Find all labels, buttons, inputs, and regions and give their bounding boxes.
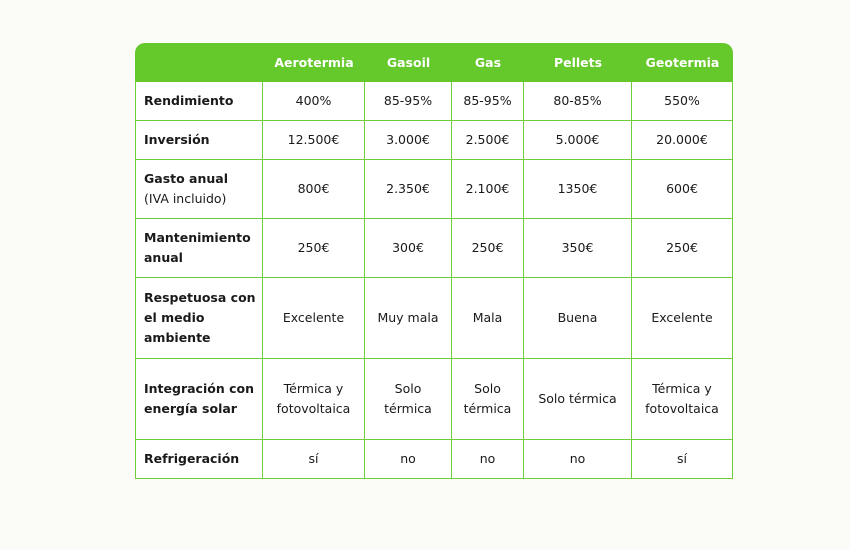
header-geotermia: Geotermia bbox=[632, 43, 733, 82]
table-cell: Solo térmica bbox=[365, 359, 452, 440]
table-cell: 350€ bbox=[524, 219, 632, 278]
table-cell: 1350€ bbox=[524, 160, 632, 219]
table-cell: Excelente bbox=[632, 278, 733, 359]
table-cell: Buena bbox=[524, 278, 632, 359]
table-cell: 250€ bbox=[452, 219, 524, 278]
table-cell: Térmica y fotovoltaica bbox=[632, 359, 733, 440]
table-cell: 80-85% bbox=[524, 82, 632, 121]
table-row-mantenimiento bbox=[135, 219, 733, 278]
header-corner bbox=[135, 43, 263, 82]
header-pellets: Pellets bbox=[524, 43, 632, 82]
comparison-table-container bbox=[135, 43, 733, 479]
table-cell: 5.000€ bbox=[524, 121, 632, 160]
row-label bbox=[135, 278, 263, 359]
table-cell: Excelente bbox=[263, 278, 365, 359]
table-cell: no bbox=[365, 440, 452, 479]
table-cell: Muy mala bbox=[365, 278, 452, 359]
table-cell: 85-95% bbox=[365, 82, 452, 121]
row-label-text: Respetuosa con el medio ambiente bbox=[144, 290, 256, 345]
table-cell: Mala bbox=[452, 278, 524, 359]
header-aerotermia: Aerotermia bbox=[263, 43, 365, 82]
table-cell: 250€ bbox=[632, 219, 733, 278]
table-row-rendimiento bbox=[135, 82, 733, 121]
header-row bbox=[135, 43, 733, 82]
table-cell: 2.350€ bbox=[365, 160, 452, 219]
table-cell: no bbox=[452, 440, 524, 479]
row-label-text: Mantenimiento anual bbox=[144, 230, 251, 265]
row-label bbox=[135, 359, 263, 440]
table-cell: 85-95% bbox=[452, 82, 524, 121]
row-label bbox=[135, 160, 263, 219]
table-cell: 12.500€ bbox=[263, 121, 365, 160]
row-label bbox=[135, 121, 263, 160]
table-row-inversion bbox=[135, 121, 733, 160]
table-cell: sí bbox=[263, 440, 365, 479]
row-sublabel-text: (IVA incluido) bbox=[144, 191, 227, 206]
row-label bbox=[135, 440, 263, 479]
table-cell: 550% bbox=[632, 82, 733, 121]
table-cell: 2.500€ bbox=[452, 121, 524, 160]
table-row-medio-ambiente bbox=[135, 278, 733, 359]
table-row-refrigeracion bbox=[135, 440, 733, 479]
table-cell: 2.100€ bbox=[452, 160, 524, 219]
table-cell: 20.000€ bbox=[632, 121, 733, 160]
table-cell: 3.000€ bbox=[365, 121, 452, 160]
row-label bbox=[135, 82, 263, 121]
row-label-text: Inversión bbox=[144, 132, 210, 147]
header-gasoil: Gasoil bbox=[365, 43, 452, 82]
table-cell: sí bbox=[632, 440, 733, 479]
table-cell: Térmica y fotovoltaica bbox=[263, 359, 365, 440]
heating-comparison-table bbox=[135, 43, 733, 479]
table-row-gasto-anual bbox=[135, 160, 733, 219]
table-cell: 400% bbox=[263, 82, 365, 121]
table-cell: Solo térmica bbox=[452, 359, 524, 440]
table-cell: 600€ bbox=[632, 160, 733, 219]
row-label bbox=[135, 219, 263, 278]
row-label-text: Rendimiento bbox=[144, 93, 234, 108]
table-cell: 300€ bbox=[365, 219, 452, 278]
table-row-energia-solar bbox=[135, 359, 733, 440]
table-cell: Solo térmica bbox=[524, 359, 632, 440]
row-label-text: Refrigeración bbox=[144, 451, 240, 466]
table-cell: 800€ bbox=[263, 160, 365, 219]
table-cell: 250€ bbox=[263, 219, 365, 278]
row-label-text: Gasto anual bbox=[144, 171, 229, 186]
table-cell: no bbox=[524, 440, 632, 479]
header-gas: Gas bbox=[452, 43, 524, 82]
row-label-text: Integración con energía solar bbox=[144, 381, 254, 416]
